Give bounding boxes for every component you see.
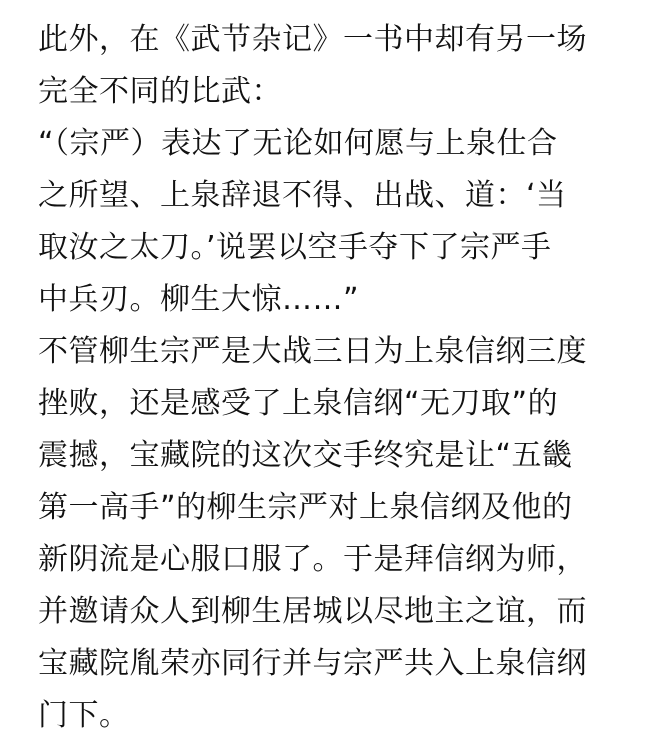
- text-line: 宝藏院胤荣亦同行并与宗严共入上泉信纲: [38, 646, 587, 681]
- text-line: 不管柳生宗严是大战三日为上泉信纲三度: [38, 334, 587, 369]
- text-line: 之所望、上泉辞退不得、出战、道：‘当: [38, 178, 567, 213]
- article-body: [38, 14, 638, 742]
- text-line: 挫败，还是感受了上泉信纲“无刀取”的: [38, 386, 559, 421]
- text-line: 震撼，宝藏院的这次交手终究是让“五畿: [38, 438, 573, 473]
- text-line: 中兵刃。柳生大惊……”: [38, 282, 360, 317]
- text-line: 取汝之太刀。’说罢以空手夺下了宗严手: [38, 230, 552, 265]
- text-line: 门下。: [38, 698, 130, 733]
- text-line: 并邀请众人到柳生居城以尽地主之谊，而: [38, 594, 587, 629]
- text-line: 新阴流是心服口服了。于是拜信纲为师，: [38, 542, 587, 577]
- text-line: “（宗严）表达了无论如何愿与上泉仕合: [38, 126, 558, 161]
- text-line: 此外，在《武节杂记》一书中却有另一场: [38, 22, 587, 57]
- text-line: 完全不同的比武：: [38, 74, 282, 109]
- text-line: 第一高手”的柳生宗严对上泉信纲及他的: [38, 490, 573, 525]
